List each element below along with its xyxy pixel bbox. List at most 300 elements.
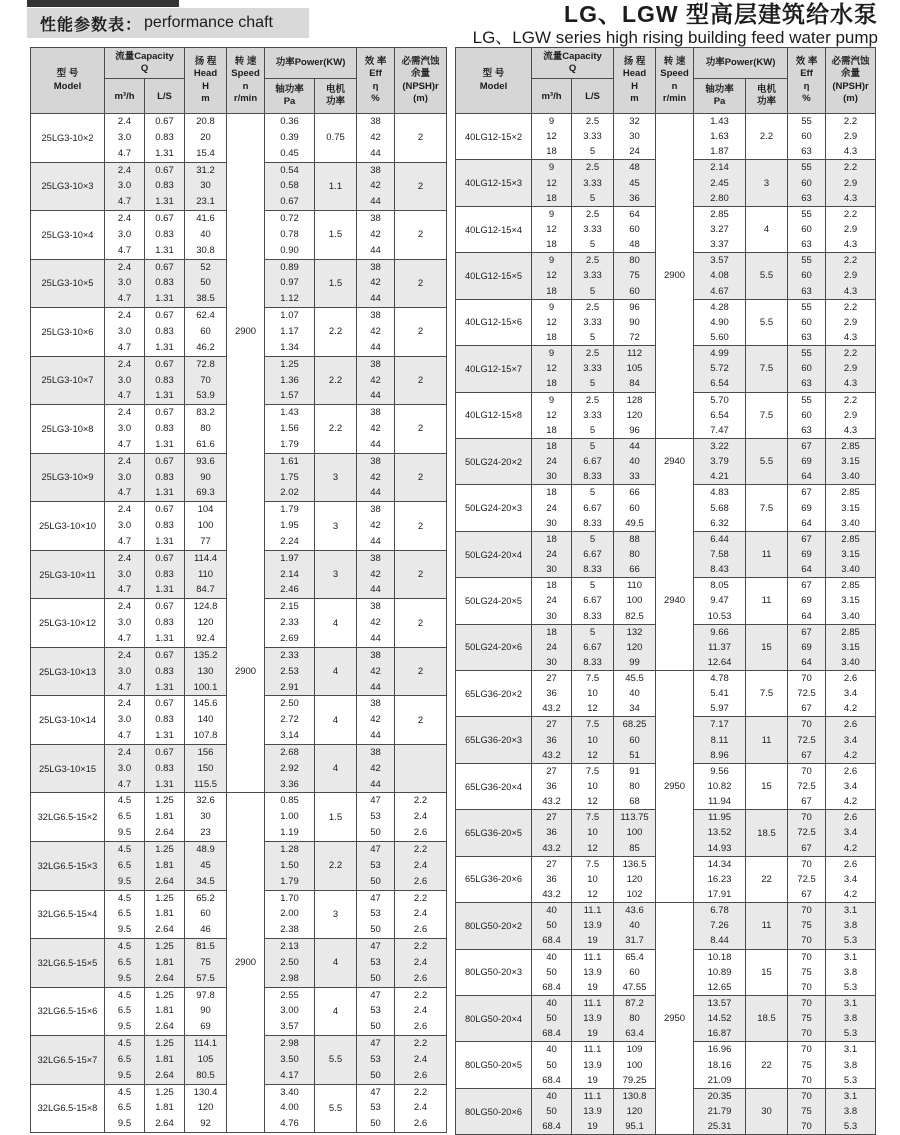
motor-power-cell: 30 xyxy=(746,1088,788,1134)
model-cell: 32LG6.5-15×3 xyxy=(31,841,105,890)
model-cell: 40LG12-15×4 xyxy=(456,206,532,252)
col-header-model: 型 号 Model xyxy=(31,48,105,114)
shaft-power-cell: 3.22 3.79 4.21 xyxy=(694,438,746,484)
model-cell: 80LG50-20×2 xyxy=(456,903,532,949)
model-cell: 25LG3-10×13 xyxy=(31,647,105,696)
right-title xyxy=(473,1,878,48)
model-cell: 50LG24-20×2 xyxy=(456,438,532,484)
col-header-head: 扬 程 Head H m xyxy=(614,48,656,114)
efficiency-cell: 38 42 44 xyxy=(357,599,395,648)
speed-cell xyxy=(227,453,265,502)
speed-cell xyxy=(656,346,694,392)
npsh-cell: 2.6 3.4 4.2 xyxy=(826,671,876,717)
capacity-m3h-cell: 18 24 30 xyxy=(532,438,572,484)
npsh-cell: 3.1 3.8 5.3 xyxy=(826,1042,876,1088)
table-row xyxy=(456,578,876,624)
capacity-ls-cell: 7.5 10 12 xyxy=(572,671,614,717)
head-cell: 110 100 82.5 xyxy=(614,578,656,624)
table-row xyxy=(456,114,876,160)
capacity-ls-cell: 2.5 3.33 5 xyxy=(572,392,614,438)
motor-power-cell: 3 xyxy=(746,160,788,206)
page-title-en: performance chaft xyxy=(144,14,273,31)
speed-cell xyxy=(656,114,694,160)
speed-cell xyxy=(656,160,694,206)
npsh-cell: 2 xyxy=(395,211,447,260)
speed-cell xyxy=(227,550,265,599)
capacity-m3h-cell: 40 50 68.4 xyxy=(532,996,572,1042)
head-cell: 45.5 40 34 xyxy=(614,671,656,717)
model-cell: 25LG3-10×2 xyxy=(31,114,105,163)
speed-cell xyxy=(227,696,265,745)
npsh-cell: 2.2 2.9 4.3 xyxy=(826,206,876,252)
speed-cell xyxy=(656,1088,694,1134)
shaft-power-cell: 6.78 7.26 8.44 xyxy=(694,903,746,949)
col-header-eff: 效 率 Eff η % xyxy=(357,48,395,114)
capacity-m3h-cell: 40 50 68.4 xyxy=(532,1088,572,1134)
capacity-m3h-cell: 4.5 6.5 9.5 xyxy=(105,890,145,939)
npsh-cell: 3.1 3.8 5.3 xyxy=(826,949,876,995)
capacity-m3h-cell: 2.4 3.0 4.7 xyxy=(105,453,145,502)
motor-power-cell: 2.2 xyxy=(315,405,357,454)
col-header-m3h: m³/h xyxy=(532,79,572,114)
head-cell: 48.9 45 34.5 xyxy=(185,841,227,890)
table-row xyxy=(456,1088,876,1134)
speed-cell xyxy=(656,949,694,995)
npsh-cell: 2.85 3.15 3.40 xyxy=(826,578,876,624)
capacity-ls-cell: 2.5 3.33 5 xyxy=(572,114,614,160)
efficiency-cell: 70 72.5 67 xyxy=(788,810,826,856)
shaft-power-cell: 6.44 7.58 8.43 xyxy=(694,531,746,577)
npsh-cell: 2.85 3.15 3.40 xyxy=(826,485,876,531)
capacity-m3h-cell: 27 36 43.2 xyxy=(532,671,572,717)
col-header-npsh: 必需汽蚀 余量 (NPSH)r (m) xyxy=(395,48,447,114)
motor-power-cell: 7.5 xyxy=(746,392,788,438)
capacity-m3h-cell: 9 12 18 xyxy=(532,206,572,252)
speed-cell xyxy=(656,671,694,717)
shaft-power-cell: 0.36 0.39 0.45 xyxy=(265,114,315,163)
shaft-power-cell: 4.83 5.68 6.32 xyxy=(694,485,746,531)
capacity-m3h-cell: 18 24 30 xyxy=(532,624,572,670)
motor-power-cell: 0.75 xyxy=(315,114,357,163)
capacity-ls-cell: 11.1 13.9 19 xyxy=(572,1088,614,1134)
speed-cell xyxy=(227,211,265,260)
model-cell: 50LG24-20×4 xyxy=(456,531,532,577)
table-row xyxy=(31,987,447,1036)
efficiency-cell: 47 53 50 xyxy=(357,987,395,1036)
shaft-power-cell: 8.05 9.47 10.53 xyxy=(694,578,746,624)
capacity-m3h-cell: 4.5 6.5 9.5 xyxy=(105,939,145,988)
motor-power-cell: 2.2 xyxy=(746,114,788,160)
table-row xyxy=(456,949,876,995)
head-cell: 65.2 60 46 xyxy=(185,890,227,939)
shaft-power-cell: 16.96 18.16 21.09 xyxy=(694,1042,746,1088)
shaft-power-cell: 14.34 16.23 17.91 xyxy=(694,856,746,902)
model-cell: 32LG6.5-15×7 xyxy=(31,1036,105,1085)
head-cell: 68.25 60 51 xyxy=(614,717,656,763)
model-cell: 25LG3-10×10 xyxy=(31,502,105,551)
efficiency-cell: 67 69 64 xyxy=(788,531,826,577)
capacity-m3h-cell: 40 50 68.4 xyxy=(532,949,572,995)
capacity-ls-cell: 0.67 0.83 1.31 xyxy=(145,502,185,551)
speed-cell xyxy=(227,744,265,793)
npsh-cell xyxy=(395,744,447,793)
efficiency-cell: 47 53 50 xyxy=(357,793,395,842)
efficiency-cell: 55 60 63 xyxy=(788,253,826,299)
motor-power-cell: 4 xyxy=(315,696,357,745)
motor-power-cell: 15 xyxy=(746,763,788,809)
capacity-m3h-cell: 40 50 68.4 xyxy=(532,1042,572,1088)
col-header-motor-power: 电机 功率 xyxy=(746,79,788,114)
efficiency-cell: 55 60 63 xyxy=(788,160,826,206)
table-row xyxy=(456,763,876,809)
motor-power-cell: 11 xyxy=(746,531,788,577)
model-cell: 25LG3-10×3 xyxy=(31,162,105,211)
npsh-cell: 2.85 3.15 3.40 xyxy=(826,531,876,577)
table-row xyxy=(456,624,876,670)
npsh-cell: 2.6 3.4 4.2 xyxy=(826,717,876,763)
model-cell: 25LG3-10×7 xyxy=(31,356,105,405)
efficiency-cell: 70 75 70 xyxy=(788,1042,826,1088)
npsh-cell: 2.2 2.4 2.6 xyxy=(395,939,447,988)
col-header-npsh: 必需汽蚀 余量 (NPSH)r (m) xyxy=(826,48,876,114)
speed-cell xyxy=(227,405,265,454)
speed-cell xyxy=(227,1084,265,1133)
npsh-cell: 2.2 2.9 4.3 xyxy=(826,253,876,299)
shaft-power-cell: 9.66 11.37 12.64 xyxy=(694,624,746,670)
capacity-ls-cell: 0.67 0.83 1.31 xyxy=(145,744,185,793)
shaft-power-cell: 4.78 5.41 5.97 xyxy=(694,671,746,717)
table-row xyxy=(31,550,447,599)
model-cell: 25LG3-10×15 xyxy=(31,744,105,793)
capacity-ls-cell: 1.25 1.81 2.64 xyxy=(145,793,185,842)
motor-power-cell: 3 xyxy=(315,502,357,551)
table-row xyxy=(31,1084,447,1133)
capacity-m3h-cell: 2.4 3.0 4.7 xyxy=(105,259,145,308)
head-cell: 132 120 99 xyxy=(614,624,656,670)
capacity-ls-cell: 2.5 3.33 5 xyxy=(572,160,614,206)
capacity-ls-cell: 1.25 1.81 2.64 xyxy=(145,841,185,890)
motor-power-cell: 3 xyxy=(315,550,357,599)
model-cell: 65LG36-20×6 xyxy=(456,856,532,902)
speed-cell xyxy=(227,356,265,405)
head-cell: 32.6 30 23 xyxy=(185,793,227,842)
model-cell: 65LG36-20×2 xyxy=(456,671,532,717)
shaft-power-cell: 0.54 0.58 0.67 xyxy=(265,162,315,211)
table-row xyxy=(456,392,876,438)
motor-power-cell: 3 xyxy=(315,890,357,939)
model-cell: 25LG3-10×14 xyxy=(31,696,105,745)
npsh-cell: 2 xyxy=(395,356,447,405)
pump-table-left xyxy=(30,47,447,1133)
model-cell: 40LG12-15×5 xyxy=(456,253,532,299)
head-cell: 31.2 30 23.1 xyxy=(185,162,227,211)
table-row xyxy=(31,162,447,211)
table-row xyxy=(31,841,447,890)
motor-power-cell: 4 xyxy=(315,987,357,1036)
speed-cell xyxy=(227,259,265,308)
motor-power-cell: 4 xyxy=(315,647,357,696)
capacity-m3h-cell: 4.5 6.5 9.5 xyxy=(105,793,145,842)
shaft-power-cell: 3.57 4.08 4.67 xyxy=(694,253,746,299)
table-row xyxy=(31,1036,447,1085)
col-header-power: 功率Power(KW) xyxy=(694,48,788,79)
capacity-ls-cell: 1.25 1.81 2.64 xyxy=(145,890,185,939)
capacity-ls-cell: 2.5 3.33 5 xyxy=(572,253,614,299)
capacity-ls-cell: 0.67 0.83 1.31 xyxy=(145,162,185,211)
table-row xyxy=(456,531,876,577)
series-title-zh: LG、LGW 型高层建筑给水泵 xyxy=(564,1,878,27)
head-cell: 109 100 79.25 xyxy=(614,1042,656,1088)
model-cell: 65LG36-20×4 xyxy=(456,763,532,809)
npsh-cell: 2.2 2.9 4.3 xyxy=(826,114,876,160)
capacity-m3h-cell: 4.5 6.5 9.5 xyxy=(105,1084,145,1133)
efficiency-cell: 38 42 44 xyxy=(357,356,395,405)
capacity-ls-cell: 0.67 0.83 1.31 xyxy=(145,453,185,502)
npsh-cell: 2.85 3.15 3.40 xyxy=(826,624,876,670)
head-cell: 87.2 80 63.4 xyxy=(614,996,656,1042)
head-cell: 48 45 36 xyxy=(614,160,656,206)
model-cell: 40LG12-15×2 xyxy=(456,114,532,160)
head-cell: 20.8 20 15.4 xyxy=(185,114,227,163)
head-cell: 81.5 75 57.5 xyxy=(185,939,227,988)
model-cell: 80LG50-20×4 xyxy=(456,996,532,1042)
efficiency-cell: 38 42 44 xyxy=(357,211,395,260)
speed-cell xyxy=(227,841,265,890)
table-row xyxy=(31,356,447,405)
speed-cell: 2900 xyxy=(656,253,694,299)
head-cell: 112 105 84 xyxy=(614,346,656,392)
motor-power-cell: 5.5 xyxy=(746,299,788,345)
capacity-m3h-cell: 18 24 30 xyxy=(532,485,572,531)
motor-power-cell: 7.5 xyxy=(746,346,788,392)
efficiency-cell: 67 69 64 xyxy=(788,578,826,624)
npsh-cell: 2.85 3.15 3.40 xyxy=(826,438,876,484)
capacity-m3h-cell: 2.4 3.0 4.7 xyxy=(105,211,145,260)
capacity-ls-cell: 1.25 1.81 2.64 xyxy=(145,987,185,1036)
speed-cell xyxy=(227,890,265,939)
capacity-ls-cell: 0.67 0.83 1.31 xyxy=(145,696,185,745)
head-cell: 135.2 130 100.1 xyxy=(185,647,227,696)
capacity-ls-cell: 0.67 0.83 1.31 xyxy=(145,405,185,454)
capacity-ls-cell: 0.67 0.83 1.31 xyxy=(145,599,185,648)
motor-power-cell: 15 xyxy=(746,624,788,670)
efficiency-cell: 70 75 70 xyxy=(788,949,826,995)
table-row xyxy=(31,793,447,842)
series-title-en: LG、LGW series high rising building feed water pump xyxy=(472,28,878,48)
table-row xyxy=(456,903,876,949)
efficiency-cell: 38 42 44 xyxy=(357,502,395,551)
shaft-power-cell: 1.43 1.56 1.79 xyxy=(265,405,315,454)
pump-table-right xyxy=(455,47,876,1135)
motor-power-cell: 22 xyxy=(746,856,788,902)
model-cell: 32LG6.5-15×4 xyxy=(31,890,105,939)
capacity-m3h-cell: 2.4 3.0 4.7 xyxy=(105,550,145,599)
motor-power-cell: 18.5 xyxy=(746,810,788,856)
table-row xyxy=(31,599,447,648)
shaft-power-cell: 4.99 5.72 6.54 xyxy=(694,346,746,392)
model-cell: 40LG12-15×3 xyxy=(456,160,532,206)
table-row xyxy=(31,308,447,357)
model-cell: 32LG6.5-15×5 xyxy=(31,939,105,988)
speed-cell xyxy=(656,485,694,531)
efficiency-cell: 47 53 50 xyxy=(357,1036,395,1085)
npsh-cell: 2 xyxy=(395,502,447,551)
model-cell: 32LG6.5-15×2 xyxy=(31,793,105,842)
npsh-cell: 2 xyxy=(395,647,447,696)
capacity-m3h-cell: 40 50 68.4 xyxy=(532,903,572,949)
motor-power-cell: 18.5 xyxy=(746,996,788,1042)
efficiency-cell: 67 69 64 xyxy=(788,485,826,531)
shaft-power-cell: 9.56 10.82 11.94 xyxy=(694,763,746,809)
efficiency-cell: 70 75 70 xyxy=(788,903,826,949)
efficiency-cell: 70 75 70 xyxy=(788,1088,826,1134)
model-cell: 40LG12-15×7 xyxy=(456,346,532,392)
col-header-head: 扬 程 Head H m xyxy=(185,48,227,114)
table-row xyxy=(456,1042,876,1088)
head-cell: 145.6 140 107.8 xyxy=(185,696,227,745)
speed-cell xyxy=(227,114,265,163)
col-header-eff: 效 率 Eff η % xyxy=(788,48,826,114)
col-header-model: 型 号 Model xyxy=(456,48,532,114)
col-header-ls: L/S xyxy=(145,79,185,114)
motor-power-cell: 4 xyxy=(315,939,357,988)
speed-cell xyxy=(227,987,265,1036)
speed-cell xyxy=(227,502,265,551)
motor-power-cell: 1.5 xyxy=(315,259,357,308)
shaft-power-cell: 3.40 4.00 4.76 xyxy=(265,1084,315,1133)
table-row xyxy=(456,438,876,484)
capacity-ls-cell: 0.67 0.83 1.31 xyxy=(145,550,185,599)
efficiency-cell: 55 60 63 xyxy=(788,114,826,160)
table-row xyxy=(31,114,447,163)
shaft-power-cell: 2.98 3.50 4.17 xyxy=(265,1036,315,1085)
model-cell: 25LG3-10×11 xyxy=(31,550,105,599)
head-cell: 113.75 100 85 xyxy=(614,810,656,856)
head-cell: 136.5 120 102 xyxy=(614,856,656,902)
head-cell: 66 60 49.5 xyxy=(614,485,656,531)
capacity-ls-cell: 2.5 3.33 5 xyxy=(572,206,614,252)
speed-cell xyxy=(656,903,694,949)
table-row xyxy=(31,405,447,454)
speed-cell xyxy=(656,624,694,670)
col-header-shaft-power: 轴功率 Pa xyxy=(265,79,315,114)
efficiency-cell: 67 69 64 xyxy=(788,624,826,670)
npsh-cell: 2.2 2.4 2.6 xyxy=(395,841,447,890)
npsh-cell: 2.2 2.4 2.6 xyxy=(395,793,447,842)
speed-cell: 2950 xyxy=(656,996,694,1042)
model-cell: 32LG6.5-15×6 xyxy=(31,987,105,1036)
head-cell: 43.6 40 31.7 xyxy=(614,903,656,949)
head-cell: 91 80 68 xyxy=(614,763,656,809)
shaft-power-cell: 2.50 2.72 3.14 xyxy=(265,696,315,745)
model-cell: 25LG3-10×12 xyxy=(31,599,105,648)
shaft-power-cell: 1.25 1.36 1.57 xyxy=(265,356,315,405)
shaft-power-cell: 2.15 2.33 2.69 xyxy=(265,599,315,648)
capacity-ls-cell: 0.67 0.83 1.31 xyxy=(145,356,185,405)
capacity-m3h-cell: 9 12 18 xyxy=(532,160,572,206)
table-row xyxy=(456,717,876,763)
shaft-power-cell: 1.79 1.95 2.24 xyxy=(265,502,315,551)
capacity-m3h-cell: 4.5 6.5 9.5 xyxy=(105,1036,145,1085)
motor-power-cell: 5.5 xyxy=(315,1084,357,1133)
capacity-m3h-cell: 9 12 18 xyxy=(532,392,572,438)
efficiency-cell: 70 72.5 67 xyxy=(788,671,826,717)
efficiency-cell: 67 69 64 xyxy=(788,438,826,484)
shaft-power-cell: 10.18 10.89 12.65 xyxy=(694,949,746,995)
npsh-cell: 2.2 2.9 4.3 xyxy=(826,392,876,438)
efficiency-cell: 38 42 44 xyxy=(357,308,395,357)
npsh-cell: 2 xyxy=(395,453,447,502)
speed-cell xyxy=(656,810,694,856)
shaft-power-cell: 0.85 1.00 1.19 xyxy=(265,793,315,842)
capacity-m3h-cell: 27 36 43.2 xyxy=(532,856,572,902)
capacity-ls-cell: 1.25 1.81 2.64 xyxy=(145,1036,185,1085)
col-header-capacity: 流量Capacity Q xyxy=(532,48,614,79)
efficiency-cell: 38 42 44 xyxy=(357,114,395,163)
npsh-cell: 2.2 2.9 4.3 xyxy=(826,160,876,206)
capacity-ls-cell: 1.25 1.81 2.64 xyxy=(145,1084,185,1133)
model-cell: 65LG36-20×3 xyxy=(456,717,532,763)
table-row xyxy=(31,744,447,793)
shaft-power-cell: 0.89 0.97 1.12 xyxy=(265,259,315,308)
capacity-m3h-cell: 2.4 3.0 4.7 xyxy=(105,405,145,454)
efficiency-cell: 38 42 44 xyxy=(357,405,395,454)
speed-cell xyxy=(656,531,694,577)
head-cell: 96 90 72 xyxy=(614,299,656,345)
npsh-cell: 2.2 2.4 2.6 xyxy=(395,1036,447,1085)
capacity-ls-cell: 7.5 10 12 xyxy=(572,810,614,856)
capacity-m3h-cell: 9 12 18 xyxy=(532,253,572,299)
col-header-ls: L/S xyxy=(572,79,614,114)
efficiency-cell: 38 42 44 xyxy=(357,453,395,502)
head-cell: 88 80 66 xyxy=(614,531,656,577)
motor-power-cell: 7.5 xyxy=(746,485,788,531)
head-cell: 104 100 77 xyxy=(185,502,227,551)
speed-cell xyxy=(656,392,694,438)
shaft-power-cell: 1.07 1.17 1.34 xyxy=(265,308,315,357)
table-row xyxy=(31,259,447,308)
table-row xyxy=(31,939,447,988)
speed-cell xyxy=(227,1036,265,1085)
efficiency-cell: 38 42 44 xyxy=(357,744,395,793)
capacity-ls-cell: 0.67 0.83 1.31 xyxy=(145,114,185,163)
capacity-ls-cell: 11.1 13.9 19 xyxy=(572,949,614,995)
left-title-band xyxy=(27,8,309,38)
capacity-m3h-cell: 2.4 3.0 4.7 xyxy=(105,647,145,696)
speed-cell xyxy=(656,856,694,902)
motor-power-cell: 1.5 xyxy=(315,793,357,842)
efficiency-cell: 47 53 50 xyxy=(357,939,395,988)
capacity-m3h-cell: 2.4 3.0 4.7 xyxy=(105,356,145,405)
model-cell: 25LG3-10×4 xyxy=(31,211,105,260)
npsh-cell: 2 xyxy=(395,599,447,648)
model-cell: 80LG50-20×6 xyxy=(456,1088,532,1134)
capacity-ls-cell: 2.5 3.33 5 xyxy=(572,299,614,345)
table-row xyxy=(456,485,876,531)
shaft-power-cell: 2.68 2.92 3.36 xyxy=(265,744,315,793)
npsh-cell: 2 xyxy=(395,308,447,357)
head-cell: 93.6 90 69.3 xyxy=(185,453,227,502)
efficiency-cell: 55 60 63 xyxy=(788,392,826,438)
capacity-m3h-cell: 2.4 3.0 4.7 xyxy=(105,744,145,793)
efficiency-cell: 55 60 63 xyxy=(788,206,826,252)
head-cell: 62.4 60 46.2 xyxy=(185,308,227,357)
model-cell: 50LG24-20×5 xyxy=(456,578,532,624)
efficiency-cell: 55 60 63 xyxy=(788,299,826,345)
speed-cell: 2900 xyxy=(227,647,265,696)
col-header-speed: 转 速 Speed n r/min xyxy=(227,48,265,114)
table-row xyxy=(456,346,876,392)
